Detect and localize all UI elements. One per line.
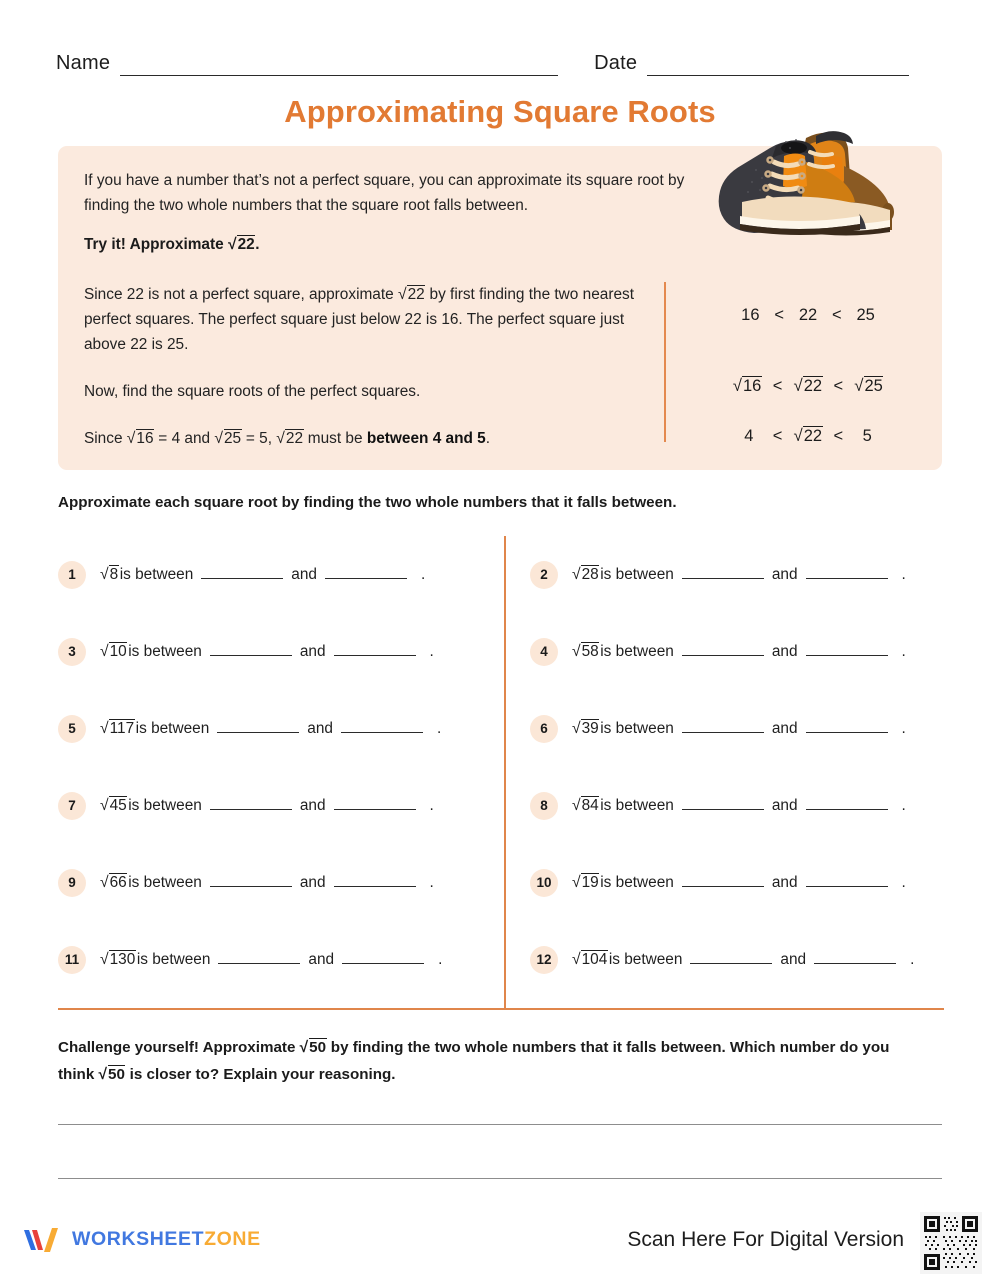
math-row-radicals: √16 < √22 < √25 xyxy=(732,376,883,395)
problem-text xyxy=(572,873,906,892)
answer-blank-upper[interactable] xyxy=(334,642,416,656)
radical-25-math: √25 xyxy=(854,376,883,395)
answer-blank-upper[interactable] xyxy=(806,565,888,579)
problem-number: 3 xyxy=(58,638,86,666)
scan-here-label: Scan Here For Digital Version xyxy=(627,1228,904,1251)
answer-blank-upper[interactable] xyxy=(806,719,888,733)
answer-blank-upper[interactable] xyxy=(342,950,424,964)
date-input-line[interactable] xyxy=(647,57,909,76)
problem-number: 8 xyxy=(530,792,558,820)
card-vertical-divider xyxy=(664,282,666,442)
and-label: and xyxy=(771,566,798,583)
between-label: is between xyxy=(600,720,674,737)
problem-radical: √10 xyxy=(100,643,127,660)
problem-number: 12 xyxy=(530,946,558,974)
problem-number: 1 xyxy=(58,561,86,589)
period: . xyxy=(438,951,443,968)
challenge-radical-1: √50 xyxy=(299,1039,327,1056)
and-label: and xyxy=(771,720,798,737)
and-label: and xyxy=(308,951,335,968)
problem-item xyxy=(530,844,960,921)
date-label: Date xyxy=(594,52,638,74)
problem-radical: √130 xyxy=(100,951,136,968)
answer-blank-upper[interactable] xyxy=(325,565,407,579)
problems-column-right xyxy=(530,536,960,998)
answer-blank-lower[interactable] xyxy=(218,950,300,964)
problem-text xyxy=(572,950,914,969)
qr-code[interactable] xyxy=(920,1212,982,1274)
problem-text xyxy=(100,642,434,661)
answer-blank-upper[interactable] xyxy=(806,642,888,656)
card-explanation xyxy=(84,282,654,451)
answer-blank-lower[interactable] xyxy=(210,873,292,887)
logo-wordmark xyxy=(72,1228,261,1251)
problem-radical: √45 xyxy=(100,797,127,814)
problem-item xyxy=(58,921,488,998)
problem-number: 4 xyxy=(530,638,558,666)
math-row-result: 4 < √22 < 5 xyxy=(744,426,872,445)
answer-blank-lower[interactable] xyxy=(210,796,292,810)
and-label: and xyxy=(771,797,798,814)
problem-number: 10 xyxy=(530,869,558,897)
logo-worksheet-text: WORKSHEET xyxy=(72,1227,205,1250)
and-label: and xyxy=(771,874,798,891)
problem-item xyxy=(58,690,488,767)
problem-text xyxy=(572,719,906,738)
section-heading: Approximate each square root by finding the two whole numbers that it falls between. xyxy=(58,494,677,511)
problem-item xyxy=(530,767,960,844)
problem-text xyxy=(572,642,906,661)
answer-blank-upper[interactable] xyxy=(334,873,416,887)
card-math-column xyxy=(698,282,918,446)
problem-item xyxy=(58,767,488,844)
period: . xyxy=(420,566,426,583)
sneakers-illustration xyxy=(698,118,916,246)
problem-text xyxy=(100,950,442,969)
and-label: and xyxy=(299,874,326,891)
problem-item xyxy=(58,613,488,690)
radical-16: √16 xyxy=(126,430,154,447)
between-label: is between xyxy=(135,720,210,737)
logo-zone-text: ZONE xyxy=(204,1227,261,1250)
answer-blank-upper[interactable] xyxy=(806,796,888,810)
and-label: and xyxy=(307,720,333,737)
between-label: is between xyxy=(600,797,674,814)
period: . xyxy=(436,720,442,737)
answer-blank-upper[interactable] xyxy=(334,796,416,810)
challenge-answer-line-1[interactable] xyxy=(58,1124,942,1125)
answer-blank-upper[interactable] xyxy=(806,873,888,887)
name-date-row xyxy=(56,52,944,76)
and-label: and xyxy=(771,643,798,660)
and-label: and xyxy=(780,951,807,968)
problem-radical: √8 xyxy=(100,566,119,583)
radical-25: √25 xyxy=(214,430,242,447)
between-label: is between xyxy=(119,566,194,583)
try-it-prefix: Try it! Approximate xyxy=(84,236,228,253)
problem-radical: √58 xyxy=(572,643,599,660)
math-row-numbers: 16 < 22 < 25 xyxy=(741,306,875,324)
problem-radical: √104 xyxy=(572,951,608,968)
problem-text xyxy=(572,796,906,815)
problems-column-left xyxy=(58,536,488,998)
answer-blank-lower[interactable] xyxy=(682,642,764,656)
problem-radical: √19 xyxy=(572,874,599,891)
between-label: is between xyxy=(600,643,674,660)
page-title: Approximating Square Roots xyxy=(284,94,716,129)
explanation-paragraph-3: Since √16 = 4 and √25 = 5, √22 must be between 4 and 5. xyxy=(84,430,491,447)
problem-number: 5 xyxy=(58,715,86,743)
period: . xyxy=(429,874,434,891)
answer-blank-lower[interactable] xyxy=(217,719,299,733)
problem-item xyxy=(530,690,960,767)
answer-blank-upper[interactable] xyxy=(814,950,896,964)
period: . xyxy=(901,797,906,814)
between-label: is between xyxy=(600,874,674,891)
answer-blank-lower[interactable] xyxy=(690,950,772,964)
problem-radical: √84 xyxy=(572,797,599,814)
period: . xyxy=(429,643,434,660)
between-label: is between xyxy=(600,566,674,583)
period: . xyxy=(429,797,434,814)
problem-item xyxy=(58,536,488,613)
problem-radical: √39 xyxy=(572,720,599,737)
problem-number: 7 xyxy=(58,792,86,820)
explanation-paragraph-2: Now, find the square roots of the perfect squares. xyxy=(84,383,421,400)
challenge-radical-2: √50 xyxy=(98,1066,125,1083)
radical-22-result: √22 xyxy=(793,426,823,445)
answer-blank-lower[interactable] xyxy=(682,873,764,887)
name-label: Name xyxy=(56,52,111,74)
challenge-prompt: Challenge yourself! Approximate √50 by finding the two whole numbers that it falls between. Which number do you think √50 is closer to? Explain your reasoning. xyxy=(58,1039,890,1083)
problem-radical: √66 xyxy=(100,874,127,891)
period: . xyxy=(901,720,906,737)
try-it-line xyxy=(84,236,260,254)
try-it-suffix: . xyxy=(255,236,260,253)
try-it-radical: √22 xyxy=(227,236,255,253)
problem-item xyxy=(530,536,960,613)
card-intro-text: If you have a number that’s not a perfect square, you can approximate its square root by finding the two whole numbers that the square root falls between. xyxy=(84,172,685,214)
problem-text xyxy=(100,565,425,584)
problem-number: 6 xyxy=(530,715,558,743)
radical-16-math: √16 xyxy=(732,376,762,395)
problems-grid xyxy=(58,536,944,1010)
answer-blank-lower[interactable] xyxy=(682,719,764,733)
and-label: and xyxy=(291,566,317,583)
radical-22-b: √22 xyxy=(276,430,304,447)
problems-bottom-divider xyxy=(58,1008,944,1010)
column-divider xyxy=(504,536,506,1010)
answer-blank-lower[interactable] xyxy=(682,796,764,810)
problem-number: 9 xyxy=(58,869,86,897)
between-label: is between xyxy=(128,643,202,660)
problem-number: 11 xyxy=(58,946,86,974)
problem-item xyxy=(58,844,488,921)
name-input-line[interactable] xyxy=(120,57,558,76)
problem-text xyxy=(100,873,434,892)
between-label: is between xyxy=(136,951,211,968)
answer-blank-lower[interactable] xyxy=(201,565,283,579)
problem-text xyxy=(572,565,906,584)
period: . xyxy=(910,951,915,968)
period: . xyxy=(901,643,906,660)
answer-blank-lower[interactable] xyxy=(682,565,764,579)
and-label: and xyxy=(299,797,326,814)
radical-22-math: √22 xyxy=(793,376,823,395)
between-label: is between xyxy=(128,797,202,814)
problem-radical: √28 xyxy=(572,566,599,583)
answer-blank-lower[interactable] xyxy=(210,642,292,656)
and-label: and xyxy=(299,643,326,660)
between-label: is between xyxy=(608,951,683,968)
problem-number: 2 xyxy=(530,561,558,589)
challenge-answer-line-2[interactable] xyxy=(58,1178,942,1179)
period: . xyxy=(901,874,906,891)
explanation-paragraph-1: Since 22 is not a perfect square, approximate √22 by first finding the two nearest perfect squares. The perfect square just below 22 is 16. The perfect square just above 22 is 25. xyxy=(84,286,634,353)
problem-text xyxy=(100,796,434,815)
problem-item xyxy=(530,613,960,690)
worksheet-zone-logo[interactable] xyxy=(22,1222,261,1256)
logo-mark-icon xyxy=(22,1224,68,1254)
problem-text xyxy=(100,719,441,738)
problem-radical: √117 xyxy=(100,720,135,737)
radical-22-a: √22 xyxy=(397,286,425,303)
problem-item xyxy=(530,921,960,998)
period: . xyxy=(901,566,906,583)
answer-blank-upper[interactable] xyxy=(341,719,423,733)
between-label: is between xyxy=(128,874,202,891)
